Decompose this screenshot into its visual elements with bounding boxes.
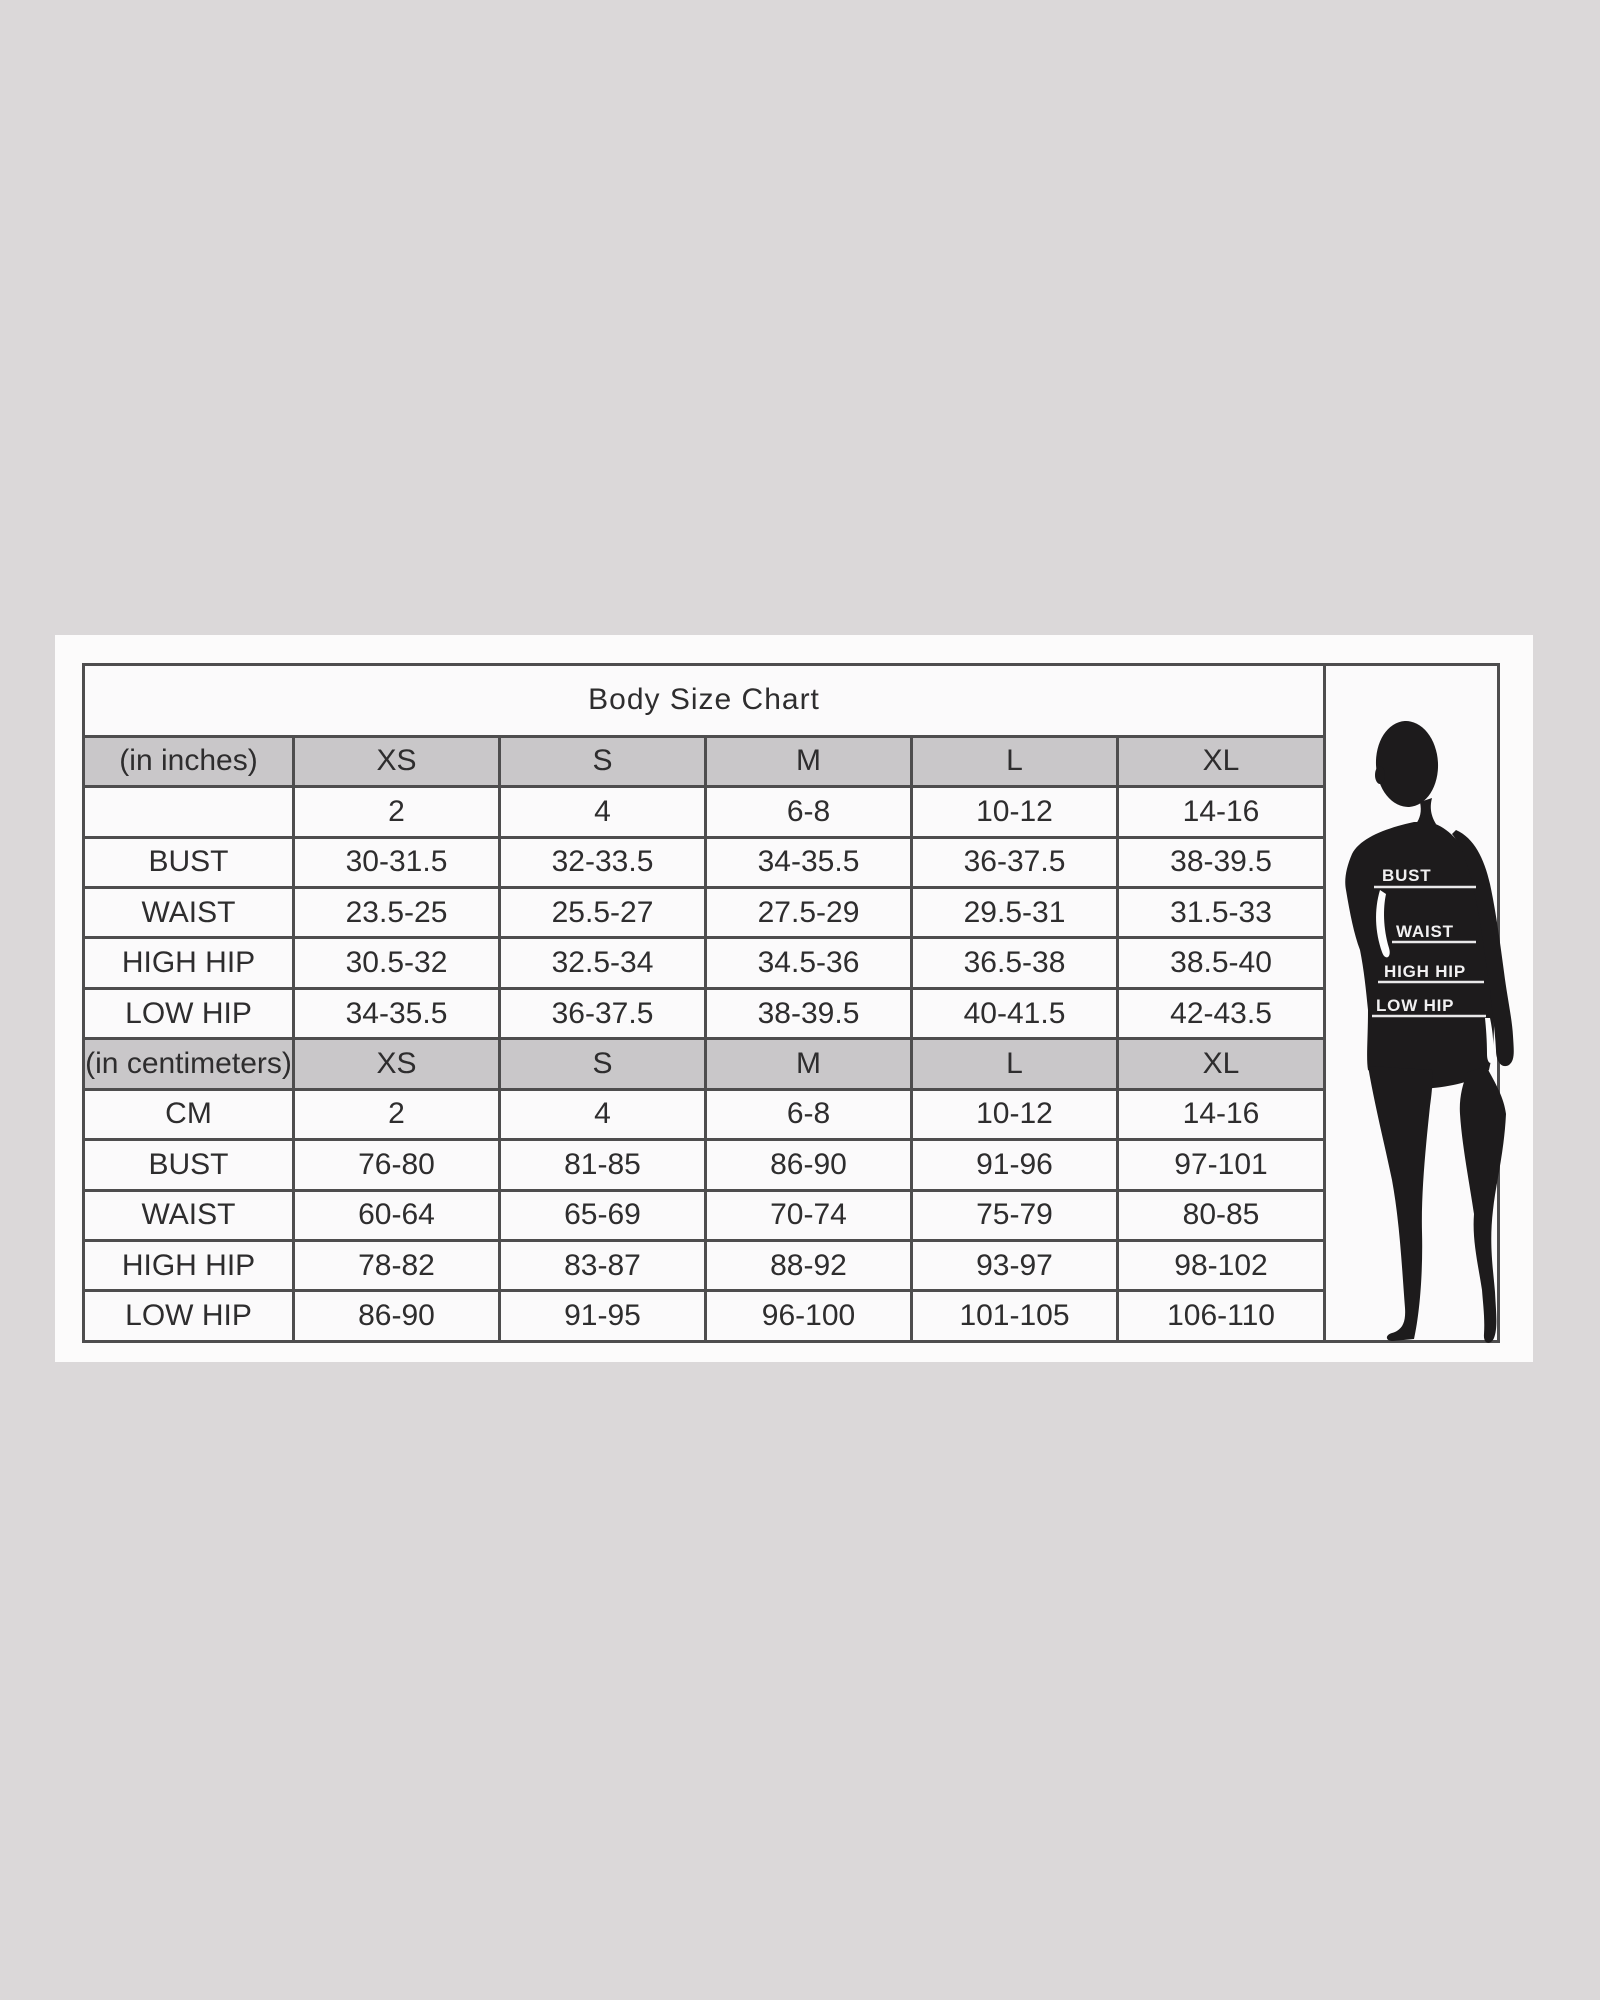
size-cell: 29.5-31 <box>912 887 1118 937</box>
size-cell: 76-80 <box>294 1140 500 1190</box>
size-cell: 81-85 <box>500 1140 706 1190</box>
size-cell: 78-82 <box>294 1241 500 1291</box>
size-cell: 86-90 <box>706 1140 912 1190</box>
low-hip-figure-label: LOW HIP <box>1376 996 1455 1015</box>
size-cell: 101-105 <box>912 1291 1118 1342</box>
size-cell: 4 <box>500 787 706 837</box>
size-cell: 93-97 <box>912 1241 1118 1291</box>
size-cell: 14-16 <box>1118 1089 1325 1139</box>
size-cell: 2 <box>294 787 500 837</box>
inches-low-hip-row <box>84 988 1499 1038</box>
size-cell: 38-39.5 <box>706 988 912 1038</box>
centimeters-header-row <box>84 1039 1499 1089</box>
size-cell: 10-12 <box>912 1089 1118 1139</box>
cm-numeric-size-row <box>84 1089 1499 1139</box>
size-cell: 42-43.5 <box>1118 988 1325 1038</box>
row-label: HIGH HIP <box>84 938 294 988</box>
unit-label-inches: (in inches) <box>84 736 294 786</box>
size-cell: 38-39.5 <box>1118 837 1325 887</box>
size-cell: 14-16 <box>1118 787 1325 837</box>
row-label <box>84 787 294 837</box>
size-cell: 75-79 <box>912 1190 1118 1240</box>
size-cell: 10-12 <box>912 787 1118 837</box>
size-header-l: L <box>912 1039 1118 1089</box>
size-cell: 70-74 <box>706 1190 912 1240</box>
inches-numeric-size-row <box>84 787 1499 837</box>
size-cell: 65-69 <box>500 1190 706 1240</box>
cm-high-hip-row <box>84 1241 1499 1291</box>
size-chart-card <box>55 635 1533 1362</box>
size-header-xl: XL <box>1118 736 1325 786</box>
size-cell: 86-90 <box>294 1291 500 1342</box>
size-header-s: S <box>500 1039 706 1089</box>
size-header-m: M <box>706 1039 912 1089</box>
size-cell: 38.5-40 <box>1118 938 1325 988</box>
cm-bust-row <box>84 1140 1499 1190</box>
size-cell: 31.5-33 <box>1118 887 1325 937</box>
inches-header-row <box>84 736 1499 786</box>
size-cell: 4 <box>500 1089 706 1139</box>
size-cell: 34-35.5 <box>706 837 912 887</box>
size-header-l: L <box>912 736 1118 786</box>
size-header-s: S <box>500 736 706 786</box>
size-cell: 2 <box>294 1089 500 1139</box>
size-cell: 36.5-38 <box>912 938 1118 988</box>
size-cell: 25.5-27 <box>500 887 706 937</box>
size-cell: 6-8 <box>706 1089 912 1139</box>
size-cell: 23.5-25 <box>294 887 500 937</box>
size-cell: 80-85 <box>1118 1190 1325 1240</box>
figure-panel <box>1325 665 1499 1342</box>
size-header-xl: XL <box>1118 1039 1325 1089</box>
size-cell: 91-96 <box>912 1140 1118 1190</box>
size-cell: 96-100 <box>706 1291 912 1342</box>
size-cell: 30.5-32 <box>294 938 500 988</box>
row-label: WAIST <box>84 887 294 937</box>
row-label: WAIST <box>84 1190 294 1240</box>
title-row <box>84 665 1499 737</box>
page-title: Body Size Chart <box>84 665 1325 737</box>
size-cell: 98-102 <box>1118 1241 1325 1291</box>
size-cell: 36-37.5 <box>912 837 1118 887</box>
size-cell: 83-87 <box>500 1241 706 1291</box>
row-label: LOW HIP <box>84 988 294 1038</box>
inches-bust-row <box>84 837 1499 887</box>
size-header-xs: XS <box>294 736 500 786</box>
row-label: HIGH HIP <box>84 1241 294 1291</box>
size-cell: 36-37.5 <box>500 988 706 1038</box>
size-cell: 97-101 <box>1118 1140 1325 1190</box>
female-body-silhouette-icon <box>1344 718 1520 1348</box>
inches-high-hip-row <box>84 938 1499 988</box>
unit-label-centimeters: (in centimeters) <box>84 1039 294 1089</box>
row-label: BUST <box>84 1140 294 1190</box>
cm-waist-row <box>84 1190 1499 1240</box>
size-cell: 60-64 <box>294 1190 500 1240</box>
size-header-m: M <box>706 736 912 786</box>
size-cell: 106-110 <box>1118 1291 1325 1342</box>
inches-waist-row <box>84 887 1499 937</box>
size-cell: 6-8 <box>706 787 912 837</box>
size-cell: 30-31.5 <box>294 837 500 887</box>
cm-low-hip-row <box>84 1291 1499 1342</box>
high-hip-figure-label: HIGH HIP <box>1384 962 1466 981</box>
size-cell: 88-92 <box>706 1241 912 1291</box>
size-cell: 32-33.5 <box>500 837 706 887</box>
size-header-xs: XS <box>294 1039 500 1089</box>
size-cell: 91-95 <box>500 1291 706 1342</box>
size-cell: 32.5-34 <box>500 938 706 988</box>
waist-figure-label: WAIST <box>1396 922 1454 941</box>
body-size-table <box>82 663 1500 1343</box>
size-cell: 34-35.5 <box>294 988 500 1038</box>
size-cell: 40-41.5 <box>912 988 1118 1038</box>
row-label: CM <box>84 1089 294 1139</box>
size-cell: 34.5-36 <box>706 938 912 988</box>
row-label: LOW HIP <box>84 1291 294 1342</box>
bust-figure-label: BUST <box>1382 866 1432 885</box>
size-cell: 27.5-29 <box>706 887 912 937</box>
row-label: BUST <box>84 837 294 887</box>
